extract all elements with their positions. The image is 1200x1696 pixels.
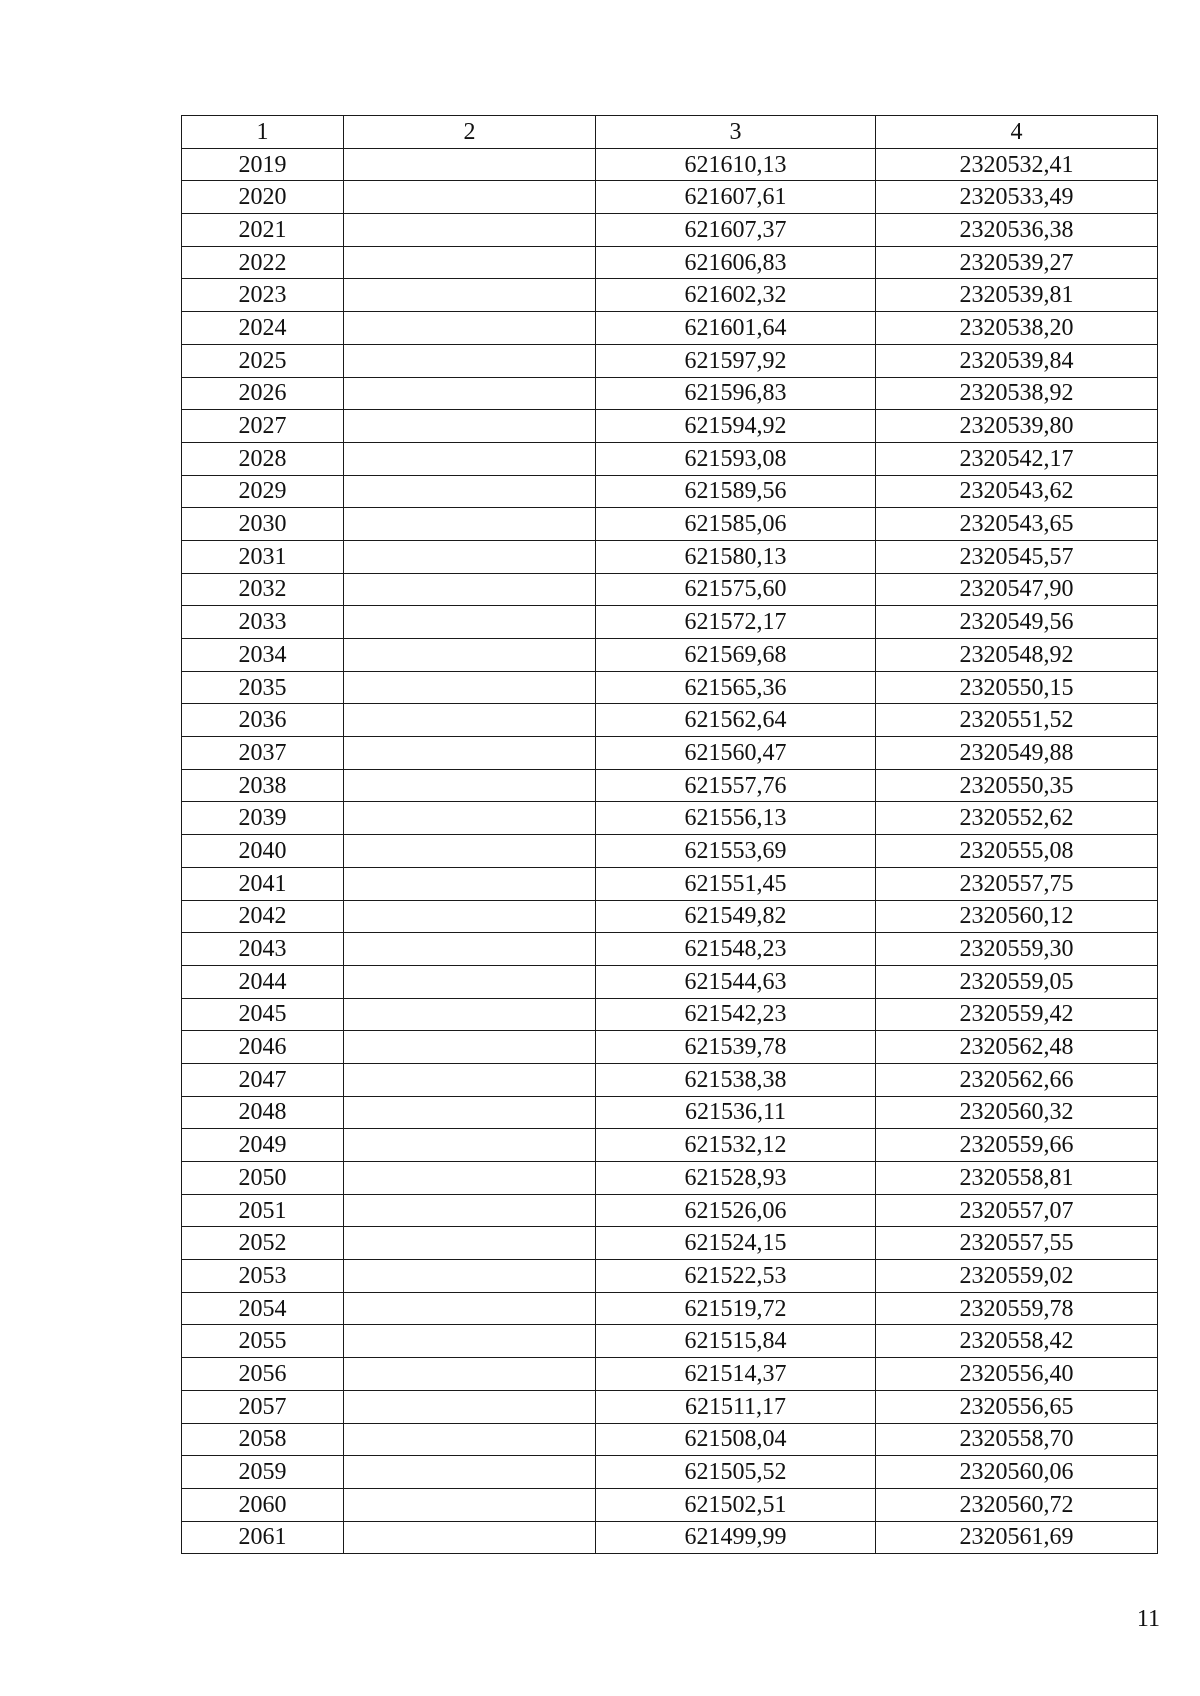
y-coordinate-cell: 2320555,08 bbox=[876, 835, 1158, 868]
y-coordinate-cell: 2320545,57 bbox=[876, 540, 1158, 573]
column-2-cell bbox=[344, 639, 596, 672]
point-number-cell: 2060 bbox=[182, 1488, 344, 1521]
point-number-cell: 2049 bbox=[182, 1129, 344, 1162]
x-coordinate-cell: 621610,13 bbox=[596, 148, 876, 181]
y-coordinate-cell: 2320558,70 bbox=[876, 1423, 1158, 1456]
table-row bbox=[182, 410, 1158, 443]
x-coordinate-cell: 621522,53 bbox=[596, 1260, 876, 1293]
point-number-cell: 2059 bbox=[182, 1456, 344, 1489]
x-coordinate-cell: 621544,63 bbox=[596, 965, 876, 998]
column-2-cell bbox=[344, 802, 596, 835]
column-2-cell bbox=[344, 1194, 596, 1227]
y-coordinate-cell: 2320552,62 bbox=[876, 802, 1158, 835]
x-coordinate-cell: 621514,37 bbox=[596, 1358, 876, 1391]
point-number-cell: 2053 bbox=[182, 1260, 344, 1293]
point-number-cell: 2041 bbox=[182, 867, 344, 900]
column-2-cell bbox=[344, 1292, 596, 1325]
column-header-2: 2 bbox=[344, 116, 596, 149]
y-coordinate-cell: 2320550,15 bbox=[876, 671, 1158, 704]
table-row bbox=[182, 900, 1158, 933]
column-2-cell bbox=[344, 312, 596, 345]
x-coordinate-cell: 621528,93 bbox=[596, 1162, 876, 1195]
y-coordinate-cell: 2320562,48 bbox=[876, 1031, 1158, 1064]
y-coordinate-cell: 2320559,42 bbox=[876, 998, 1158, 1031]
x-coordinate-cell: 621515,84 bbox=[596, 1325, 876, 1358]
point-number-cell: 2047 bbox=[182, 1063, 344, 1096]
point-number-cell: 2061 bbox=[182, 1521, 344, 1554]
x-coordinate-cell: 621602,32 bbox=[596, 279, 876, 312]
y-coordinate-cell: 2320556,65 bbox=[876, 1390, 1158, 1423]
column-2-cell bbox=[344, 279, 596, 312]
table-row bbox=[182, 671, 1158, 704]
table-row bbox=[182, 998, 1158, 1031]
point-number-cell: 2027 bbox=[182, 410, 344, 443]
table-row bbox=[182, 1031, 1158, 1064]
table-row bbox=[182, 246, 1158, 279]
y-coordinate-cell: 2320533,49 bbox=[876, 181, 1158, 214]
x-coordinate-cell: 621569,68 bbox=[596, 639, 876, 672]
column-2-cell bbox=[344, 1162, 596, 1195]
table-row bbox=[182, 279, 1158, 312]
y-coordinate-cell: 2320560,12 bbox=[876, 900, 1158, 933]
y-coordinate-cell: 2320550,35 bbox=[876, 769, 1158, 802]
x-coordinate-cell: 621502,51 bbox=[596, 1488, 876, 1521]
point-number-cell: 2028 bbox=[182, 442, 344, 475]
x-coordinate-cell: 621508,04 bbox=[596, 1423, 876, 1456]
y-coordinate-cell: 2320543,62 bbox=[876, 475, 1158, 508]
x-coordinate-cell: 621597,92 bbox=[596, 344, 876, 377]
table-row bbox=[182, 1063, 1158, 1096]
point-number-cell: 2026 bbox=[182, 377, 344, 410]
y-coordinate-cell: 2320539,80 bbox=[876, 410, 1158, 443]
column-2-cell bbox=[344, 933, 596, 966]
y-coordinate-cell: 2320536,38 bbox=[876, 214, 1158, 247]
y-coordinate-cell: 2320560,72 bbox=[876, 1488, 1158, 1521]
table-row bbox=[182, 1358, 1158, 1391]
y-coordinate-cell: 2320562,66 bbox=[876, 1063, 1158, 1096]
point-number-cell: 2035 bbox=[182, 671, 344, 704]
table-row bbox=[182, 344, 1158, 377]
point-number-cell: 2024 bbox=[182, 312, 344, 345]
y-coordinate-cell: 2320532,41 bbox=[876, 148, 1158, 181]
y-coordinate-cell: 2320559,78 bbox=[876, 1292, 1158, 1325]
column-2-cell bbox=[344, 246, 596, 279]
point-number-cell: 2032 bbox=[182, 573, 344, 606]
point-number-cell: 2040 bbox=[182, 835, 344, 868]
column-2-cell bbox=[344, 508, 596, 541]
y-coordinate-cell: 2320559,02 bbox=[876, 1260, 1158, 1293]
column-2-cell bbox=[344, 1227, 596, 1260]
column-2-cell bbox=[344, 214, 596, 247]
y-coordinate-cell: 2320559,66 bbox=[876, 1129, 1158, 1162]
column-header-1: 1 bbox=[182, 116, 344, 149]
column-2-cell bbox=[344, 1325, 596, 1358]
table-row bbox=[182, 1390, 1158, 1423]
column-2-cell bbox=[344, 965, 596, 998]
column-2-cell bbox=[344, 1390, 596, 1423]
x-coordinate-cell: 621511,17 bbox=[596, 1390, 876, 1423]
point-number-cell: 2039 bbox=[182, 802, 344, 835]
point-number-cell: 2033 bbox=[182, 606, 344, 639]
x-coordinate-cell: 621601,64 bbox=[596, 312, 876, 345]
point-number-cell: 2051 bbox=[182, 1194, 344, 1227]
table-row bbox=[182, 965, 1158, 998]
point-number-cell: 2034 bbox=[182, 639, 344, 672]
column-2-cell bbox=[344, 148, 596, 181]
x-coordinate-cell: 621580,13 bbox=[596, 540, 876, 573]
column-2-cell bbox=[344, 540, 596, 573]
table-body bbox=[182, 148, 1158, 1554]
table-row bbox=[182, 1129, 1158, 1162]
y-coordinate-cell: 2320557,07 bbox=[876, 1194, 1158, 1227]
point-number-cell: 2043 bbox=[182, 933, 344, 966]
x-coordinate-cell: 621565,36 bbox=[596, 671, 876, 704]
x-coordinate-cell: 621593,08 bbox=[596, 442, 876, 475]
column-2-cell bbox=[344, 900, 596, 933]
column-2-cell bbox=[344, 1358, 596, 1391]
x-coordinate-cell: 621526,06 bbox=[596, 1194, 876, 1227]
x-coordinate-cell: 621532,12 bbox=[596, 1129, 876, 1162]
y-coordinate-cell: 2320561,69 bbox=[876, 1521, 1158, 1554]
table-row bbox=[182, 377, 1158, 410]
x-coordinate-cell: 621551,45 bbox=[596, 867, 876, 900]
x-coordinate-cell: 621560,47 bbox=[596, 737, 876, 770]
y-coordinate-cell: 2320557,55 bbox=[876, 1227, 1158, 1260]
column-2-cell bbox=[344, 181, 596, 214]
table-row bbox=[182, 704, 1158, 737]
x-coordinate-cell: 621536,11 bbox=[596, 1096, 876, 1129]
y-coordinate-cell: 2320543,65 bbox=[876, 508, 1158, 541]
point-number-cell: 2058 bbox=[182, 1423, 344, 1456]
table-row bbox=[182, 312, 1158, 345]
table-row bbox=[182, 475, 1158, 508]
point-number-cell: 2036 bbox=[182, 704, 344, 737]
point-number-cell: 2022 bbox=[182, 246, 344, 279]
y-coordinate-cell: 2320557,75 bbox=[876, 867, 1158, 900]
point-number-cell: 2030 bbox=[182, 508, 344, 541]
table-row bbox=[182, 1292, 1158, 1325]
point-number-cell: 2038 bbox=[182, 769, 344, 802]
column-header-4: 4 bbox=[876, 116, 1158, 149]
column-2-cell bbox=[344, 704, 596, 737]
coordinates-table bbox=[181, 115, 1158, 1554]
table-row bbox=[182, 1096, 1158, 1129]
table-row bbox=[182, 573, 1158, 606]
x-coordinate-cell: 621538,38 bbox=[596, 1063, 876, 1096]
y-coordinate-cell: 2320559,05 bbox=[876, 965, 1158, 998]
point-number-cell: 2052 bbox=[182, 1227, 344, 1260]
x-coordinate-cell: 621505,52 bbox=[596, 1456, 876, 1489]
column-2-cell bbox=[344, 1488, 596, 1521]
point-number-cell: 2054 bbox=[182, 1292, 344, 1325]
y-coordinate-cell: 2320542,17 bbox=[876, 442, 1158, 475]
point-number-cell: 2021 bbox=[182, 214, 344, 247]
x-coordinate-cell: 621553,69 bbox=[596, 835, 876, 868]
x-coordinate-cell: 621607,61 bbox=[596, 181, 876, 214]
x-coordinate-cell: 621585,06 bbox=[596, 508, 876, 541]
point-number-cell: 2045 bbox=[182, 998, 344, 1031]
point-number-cell: 2048 bbox=[182, 1096, 344, 1129]
table-row bbox=[182, 1521, 1158, 1554]
table-row bbox=[182, 1423, 1158, 1456]
y-coordinate-cell: 2320539,81 bbox=[876, 279, 1158, 312]
table-row bbox=[182, 1162, 1158, 1195]
x-coordinate-cell: 621575,60 bbox=[596, 573, 876, 606]
column-2-cell bbox=[344, 835, 596, 868]
point-number-cell: 2042 bbox=[182, 900, 344, 933]
column-2-cell bbox=[344, 606, 596, 639]
column-2-cell bbox=[344, 1096, 596, 1129]
table-row bbox=[182, 1456, 1158, 1489]
x-coordinate-cell: 621562,64 bbox=[596, 704, 876, 737]
column-2-cell bbox=[344, 1456, 596, 1489]
point-number-cell: 2029 bbox=[182, 475, 344, 508]
column-2-cell bbox=[344, 737, 596, 770]
table-header bbox=[182, 116, 1158, 149]
table-row bbox=[182, 508, 1158, 541]
point-number-cell: 2037 bbox=[182, 737, 344, 770]
column-2-cell bbox=[344, 344, 596, 377]
column-2-cell bbox=[344, 475, 596, 508]
column-2-cell bbox=[344, 671, 596, 704]
x-coordinate-cell: 621519,72 bbox=[596, 1292, 876, 1325]
table-row bbox=[182, 1488, 1158, 1521]
column-2-cell bbox=[344, 1031, 596, 1064]
column-2-cell bbox=[344, 1129, 596, 1162]
point-number-cell: 2056 bbox=[182, 1358, 344, 1391]
x-coordinate-cell: 621607,37 bbox=[596, 214, 876, 247]
table-row bbox=[182, 737, 1158, 770]
point-number-cell: 2057 bbox=[182, 1390, 344, 1423]
table-row bbox=[182, 606, 1158, 639]
column-2-cell bbox=[344, 998, 596, 1031]
y-coordinate-cell: 2320549,88 bbox=[876, 737, 1158, 770]
table-row bbox=[182, 442, 1158, 475]
point-number-cell: 2019 bbox=[182, 148, 344, 181]
column-2-cell bbox=[344, 769, 596, 802]
point-number-cell: 2046 bbox=[182, 1031, 344, 1064]
x-coordinate-cell: 621556,13 bbox=[596, 802, 876, 835]
x-coordinate-cell: 621549,82 bbox=[596, 900, 876, 933]
column-2-cell bbox=[344, 1521, 596, 1554]
y-coordinate-cell: 2320556,40 bbox=[876, 1358, 1158, 1391]
table-row bbox=[182, 1325, 1158, 1358]
table-row bbox=[182, 802, 1158, 835]
y-coordinate-cell: 2320548,92 bbox=[876, 639, 1158, 672]
table-row bbox=[182, 148, 1158, 181]
table-row bbox=[182, 639, 1158, 672]
column-2-cell bbox=[344, 1423, 596, 1456]
column-2-cell bbox=[344, 1063, 596, 1096]
y-coordinate-cell: 2320549,56 bbox=[876, 606, 1158, 639]
y-coordinate-cell: 2320560,32 bbox=[876, 1096, 1158, 1129]
point-number-cell: 2031 bbox=[182, 540, 344, 573]
x-coordinate-cell: 621542,23 bbox=[596, 998, 876, 1031]
column-2-cell bbox=[344, 442, 596, 475]
header-row bbox=[182, 116, 1158, 149]
x-coordinate-cell: 621572,17 bbox=[596, 606, 876, 639]
column-2-cell bbox=[344, 410, 596, 443]
column-2-cell bbox=[344, 867, 596, 900]
column-header-3: 3 bbox=[596, 116, 876, 149]
table-row bbox=[182, 1227, 1158, 1260]
page-number: 11 bbox=[1136, 1606, 1160, 1632]
x-coordinate-cell: 621557,76 bbox=[596, 769, 876, 802]
point-number-cell: 2025 bbox=[182, 344, 344, 377]
x-coordinate-cell: 621589,56 bbox=[596, 475, 876, 508]
x-coordinate-cell: 621594,92 bbox=[596, 410, 876, 443]
y-coordinate-cell: 2320559,30 bbox=[876, 933, 1158, 966]
y-coordinate-cell: 2320539,84 bbox=[876, 344, 1158, 377]
x-coordinate-cell: 621606,83 bbox=[596, 246, 876, 279]
x-coordinate-cell: 621539,78 bbox=[596, 1031, 876, 1064]
point-number-cell: 2044 bbox=[182, 965, 344, 998]
table-row bbox=[182, 1260, 1158, 1293]
y-coordinate-cell: 2320560,06 bbox=[876, 1456, 1158, 1489]
point-number-cell: 2020 bbox=[182, 181, 344, 214]
column-2-cell bbox=[344, 1260, 596, 1293]
y-coordinate-cell: 2320538,20 bbox=[876, 312, 1158, 345]
x-coordinate-cell: 621596,83 bbox=[596, 377, 876, 410]
y-coordinate-cell: 2320539,27 bbox=[876, 246, 1158, 279]
x-coordinate-cell: 621524,15 bbox=[596, 1227, 876, 1260]
table-row bbox=[182, 181, 1158, 214]
column-2-cell bbox=[344, 573, 596, 606]
x-coordinate-cell: 621548,23 bbox=[596, 933, 876, 966]
table-row bbox=[182, 867, 1158, 900]
point-number-cell: 2023 bbox=[182, 279, 344, 312]
y-coordinate-cell: 2320551,52 bbox=[876, 704, 1158, 737]
table-row bbox=[182, 933, 1158, 966]
table-row bbox=[182, 214, 1158, 247]
point-number-cell: 2050 bbox=[182, 1162, 344, 1195]
table-row bbox=[182, 769, 1158, 802]
table-row bbox=[182, 1194, 1158, 1227]
point-number-cell: 2055 bbox=[182, 1325, 344, 1358]
y-coordinate-cell: 2320547,90 bbox=[876, 573, 1158, 606]
table-row bbox=[182, 835, 1158, 868]
x-coordinate-cell: 621499,99 bbox=[596, 1521, 876, 1554]
y-coordinate-cell: 2320558,42 bbox=[876, 1325, 1158, 1358]
y-coordinate-cell: 2320538,92 bbox=[876, 377, 1158, 410]
column-2-cell bbox=[344, 377, 596, 410]
y-coordinate-cell: 2320558,81 bbox=[876, 1162, 1158, 1195]
table-row bbox=[182, 540, 1158, 573]
